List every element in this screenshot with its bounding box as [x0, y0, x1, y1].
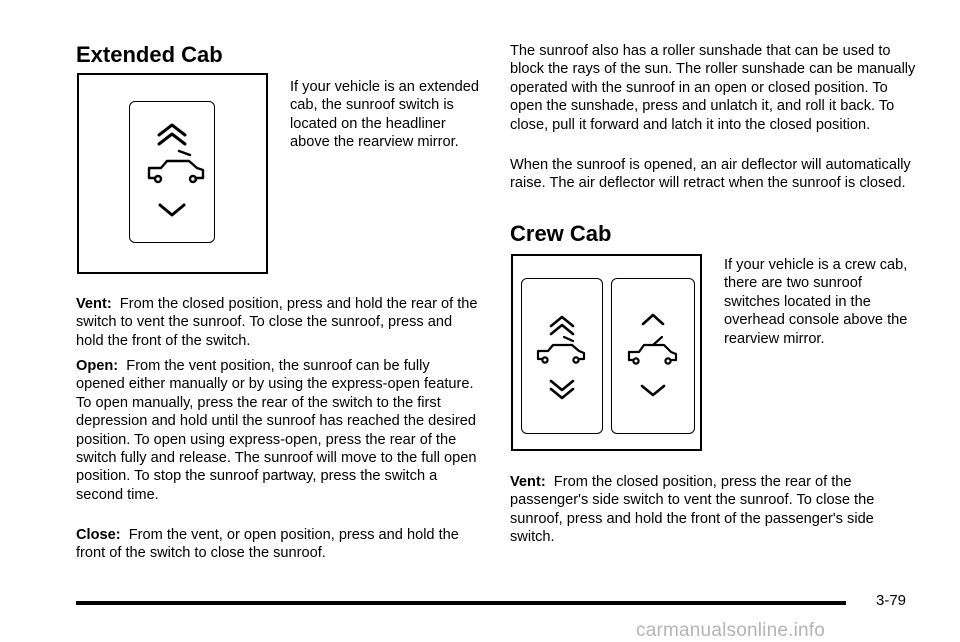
express-open-chevron-icon: [159, 125, 185, 144]
watermark: carmanualsonline.info: [636, 620, 826, 641]
close-chevron-icon: [160, 205, 184, 215]
crew-cab-switch-figure: [511, 254, 702, 451]
air-deflector-paragraph: When the sunroof is opened, an air deflector will automatically raise. The air deflector will retract when the sunroof is closed.: [510, 157, 911, 192]
extended-cab-heading: Extended Cab: [76, 42, 223, 67]
extended-cab-switch-figure: [77, 73, 268, 274]
crew-cab-vent-term: Vent:: [510, 474, 546, 490]
vehicle-vent-icon: [629, 337, 676, 364]
crew-cab-switch-icons: [513, 256, 704, 453]
sunshade-paragraph: The sunroof also has a roller sunshade that can be used to block the rays of the sun. The roller sunshade can be manually operated with the sunroof in an open or closed position. To open the sunshade, press and unlatch it, and roll it back. To close, pull it forward and latch it into the closed position.: [510, 43, 916, 133]
open-term: Open:: [76, 358, 119, 374]
open-description: From the vent position, the sunroof can be fully opened either manually or by using the express-open feature. To open manually, press the rear of the switch to the first depression and hold until the sunroof has reached the desired position. To open using express-open, press the rear of the switch fully and release. The sunroof will move to the full open position. To stop the sunroof partway, press the switch a second time.: [76, 358, 477, 503]
page-number: 3-79: [876, 592, 907, 609]
vehicle-sunroof-icon: [149, 151, 203, 182]
vent-close-chevron-icon: [642, 386, 664, 395]
footer-rule: [76, 601, 846, 605]
vent-description: From the closed position, press and hold the rear of the switch to vent the sunroof. To close the sunroof, press and hold the front of the switch.: [76, 296, 478, 349]
close-paragraph: [76, 526, 480, 563]
crew-cab-vent-description: From the closed position, press the rear of the passenger's side switch to vent the sunroof. To close the sunroof, press and hold the front of the passenger's side switch.: [510, 474, 875, 546]
express-close-chevron-icon: [551, 381, 573, 398]
vent-term: Vent:: [76, 296, 112, 312]
open-paragraph: [76, 357, 480, 504]
crew-cab-vent-paragraph: [510, 473, 920, 547]
vent-open-chevron-icon: [643, 315, 663, 324]
sunroof-switch-icons: [79, 75, 270, 276]
vehicle-sunroof-icon: [538, 337, 584, 363]
vent-paragraph: [76, 295, 480, 350]
crew-cab-intro: If your vehicle is a crew cab, there are two sunroof switches located in the overhead console above the rearview mirror.: [724, 257, 908, 347]
crew-cab-heading: Crew Cab: [510, 221, 612, 246]
close-description: From the vent, or open position, press and hold the front of the switch to close the sunroof.: [76, 527, 459, 562]
express-open-chevron-icon: [551, 317, 573, 334]
close-term: Close:: [76, 527, 121, 543]
extended-cab-intro: If your vehicle is an extended cab, the sunroof switch is located on the headliner above the rearview mirror.: [290, 79, 480, 151]
